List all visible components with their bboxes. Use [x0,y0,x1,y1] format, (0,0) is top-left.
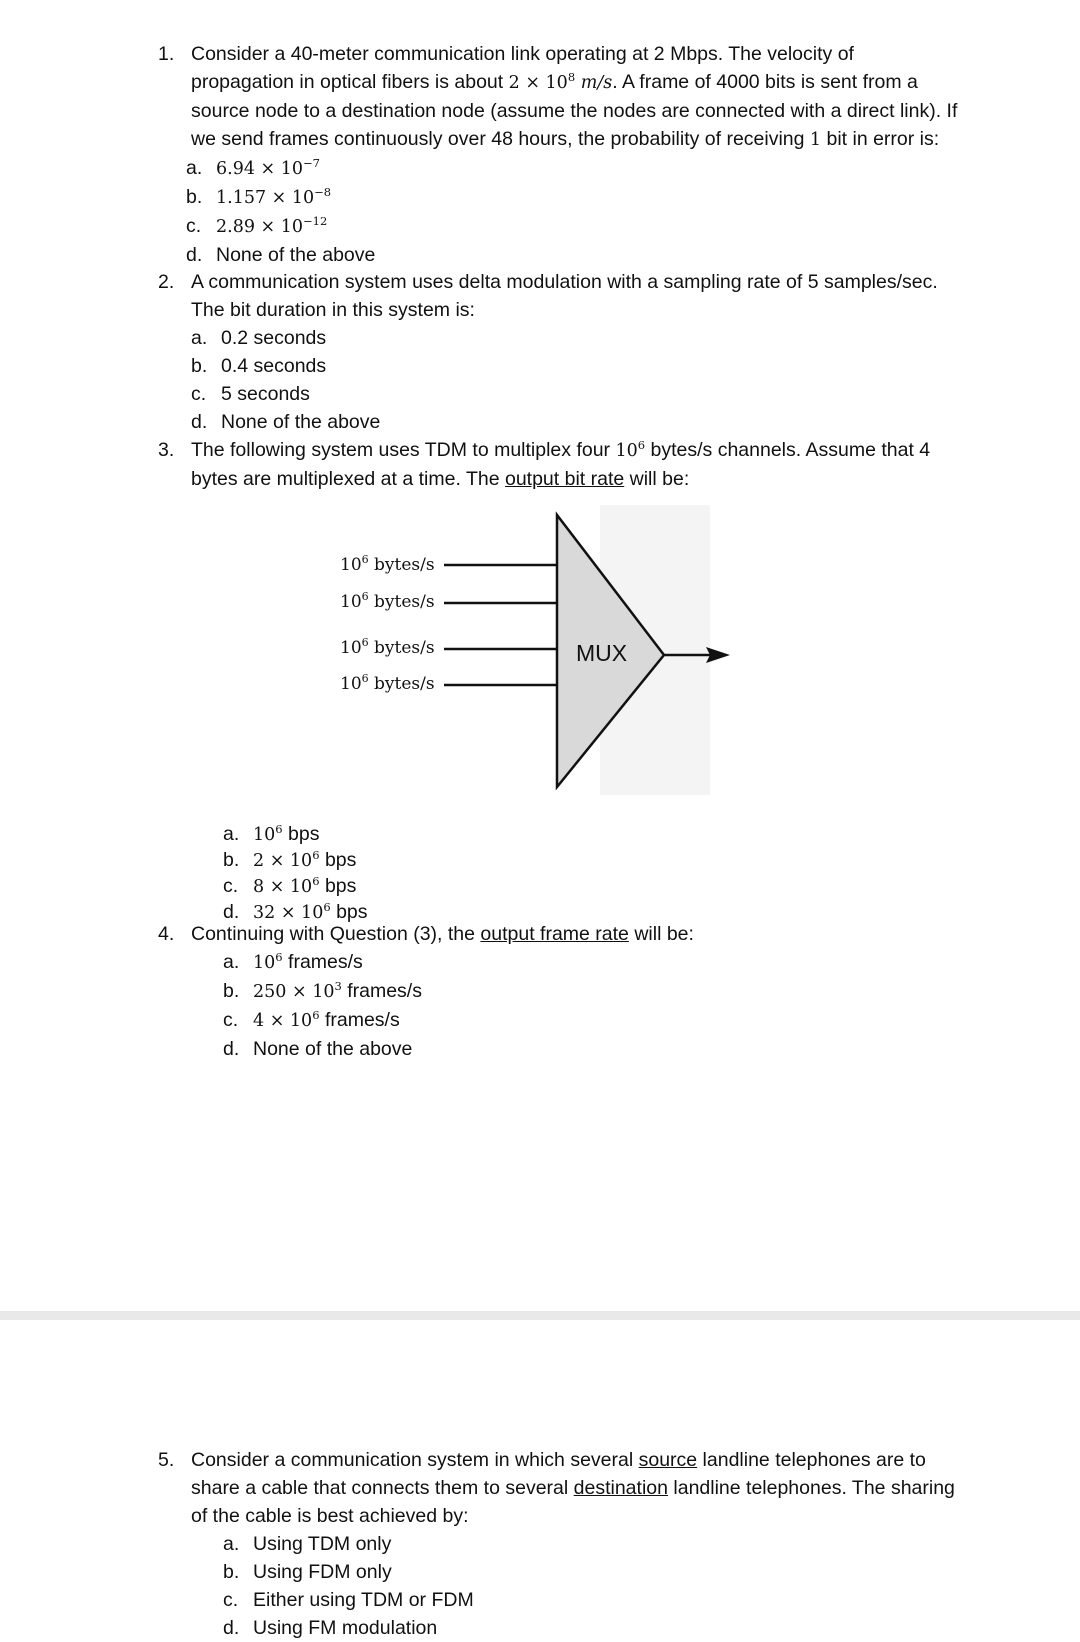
input-label-2: $10^6$ bytes/s [340,590,435,612]
option-d: d. None of the above [191,411,381,433]
option-b: b. 0.4 seconds [191,355,327,377]
option-a: a. $10^6$ bps [223,822,320,845]
input-label-3: $10^6$ bytes/s [340,636,435,658]
question-5 [158,1446,958,1642]
tdm-mux-diagram [300,505,760,805]
question-number: 4. [158,923,175,945]
question-stem: The following system uses TDM to multiplex four $10^6$ bytes/s channels. Assume that 4 bytes are multiplexed at a time. The output bit rate will be: [191,438,931,490]
option-c: c. Either using TDM or FDM [223,1589,474,1611]
mux-label: MUX [576,640,628,666]
options-list [191,324,958,436]
option-c: c. $2.89 \times 10^{-12}$ [186,214,328,237]
option-d: d. $32 \times 10^6$ bps [223,900,368,923]
option-a: a. 0.2 seconds [191,327,327,349]
options-list [223,1530,958,1642]
option-a: a. $6.94 \times 10^{-7}$ [186,156,320,179]
option-c: c. 5 seconds [191,383,310,405]
question-3-options [158,822,958,926]
question-number: 2. [158,271,175,293]
input-label-1: $10^6$ bytes/s [340,553,435,575]
question-stem: Continuing with Question (3), the output frame rate will be: [191,923,694,945]
input-label-4: $10^6$ bytes/s [340,672,435,694]
question-stem: A communication system uses delta modulation with a sampling rate of 5 samples/sec. The bit duration in this system is: [191,271,938,321]
question-1 [158,40,958,269]
question-2 [158,268,958,436]
option-a: a. $10^6$ frames/s [223,950,363,973]
options-list [186,154,958,269]
question-stem: Consider a 40-meter communication link operating at 2 Mbps. The velocity of propagation in optical fibers is about $2 \times 10^8$ m/s. A frame of 4000 bits is sent from a source node to a destination node (assume the nodes are connected with a direct link). If we send frames continuously over 48 hours, the probability of receiving 1 bit in error is: [191,43,958,150]
question-4 [158,920,958,1063]
option-b: b. Using FDM only [223,1561,392,1583]
option-c: c. $4 \times 10^6$ frames/s [223,1008,400,1031]
options-list [223,822,958,926]
option-a: a. Using TDM only [223,1533,392,1555]
question-number: 3. [158,439,175,461]
question-3 [158,436,958,493]
option-d: d. None of the above [223,1038,413,1060]
option-d: d. None of the above [186,244,376,266]
page-divider [0,1311,1080,1320]
option-b: b. $250 \times 10^3$ frames/s [223,979,422,1002]
option-c: c. $8 \times 10^6$ bps [223,874,357,897]
question-number: 5. [158,1449,175,1471]
option-b: b. $1.157 \times 10^{-8}$ [186,185,332,208]
option-b: b. $2 \times 10^6$ bps [223,848,357,871]
question-number: 1. [158,43,175,65]
question-stem: Consider a communication system in which several source landline telephones are to share a cable that connects them to several destination landline telephones. The sharing of the cable is best achieved by: [191,1449,955,1527]
option-d: d. Using FM modulation [223,1617,438,1639]
options-list [223,948,958,1063]
